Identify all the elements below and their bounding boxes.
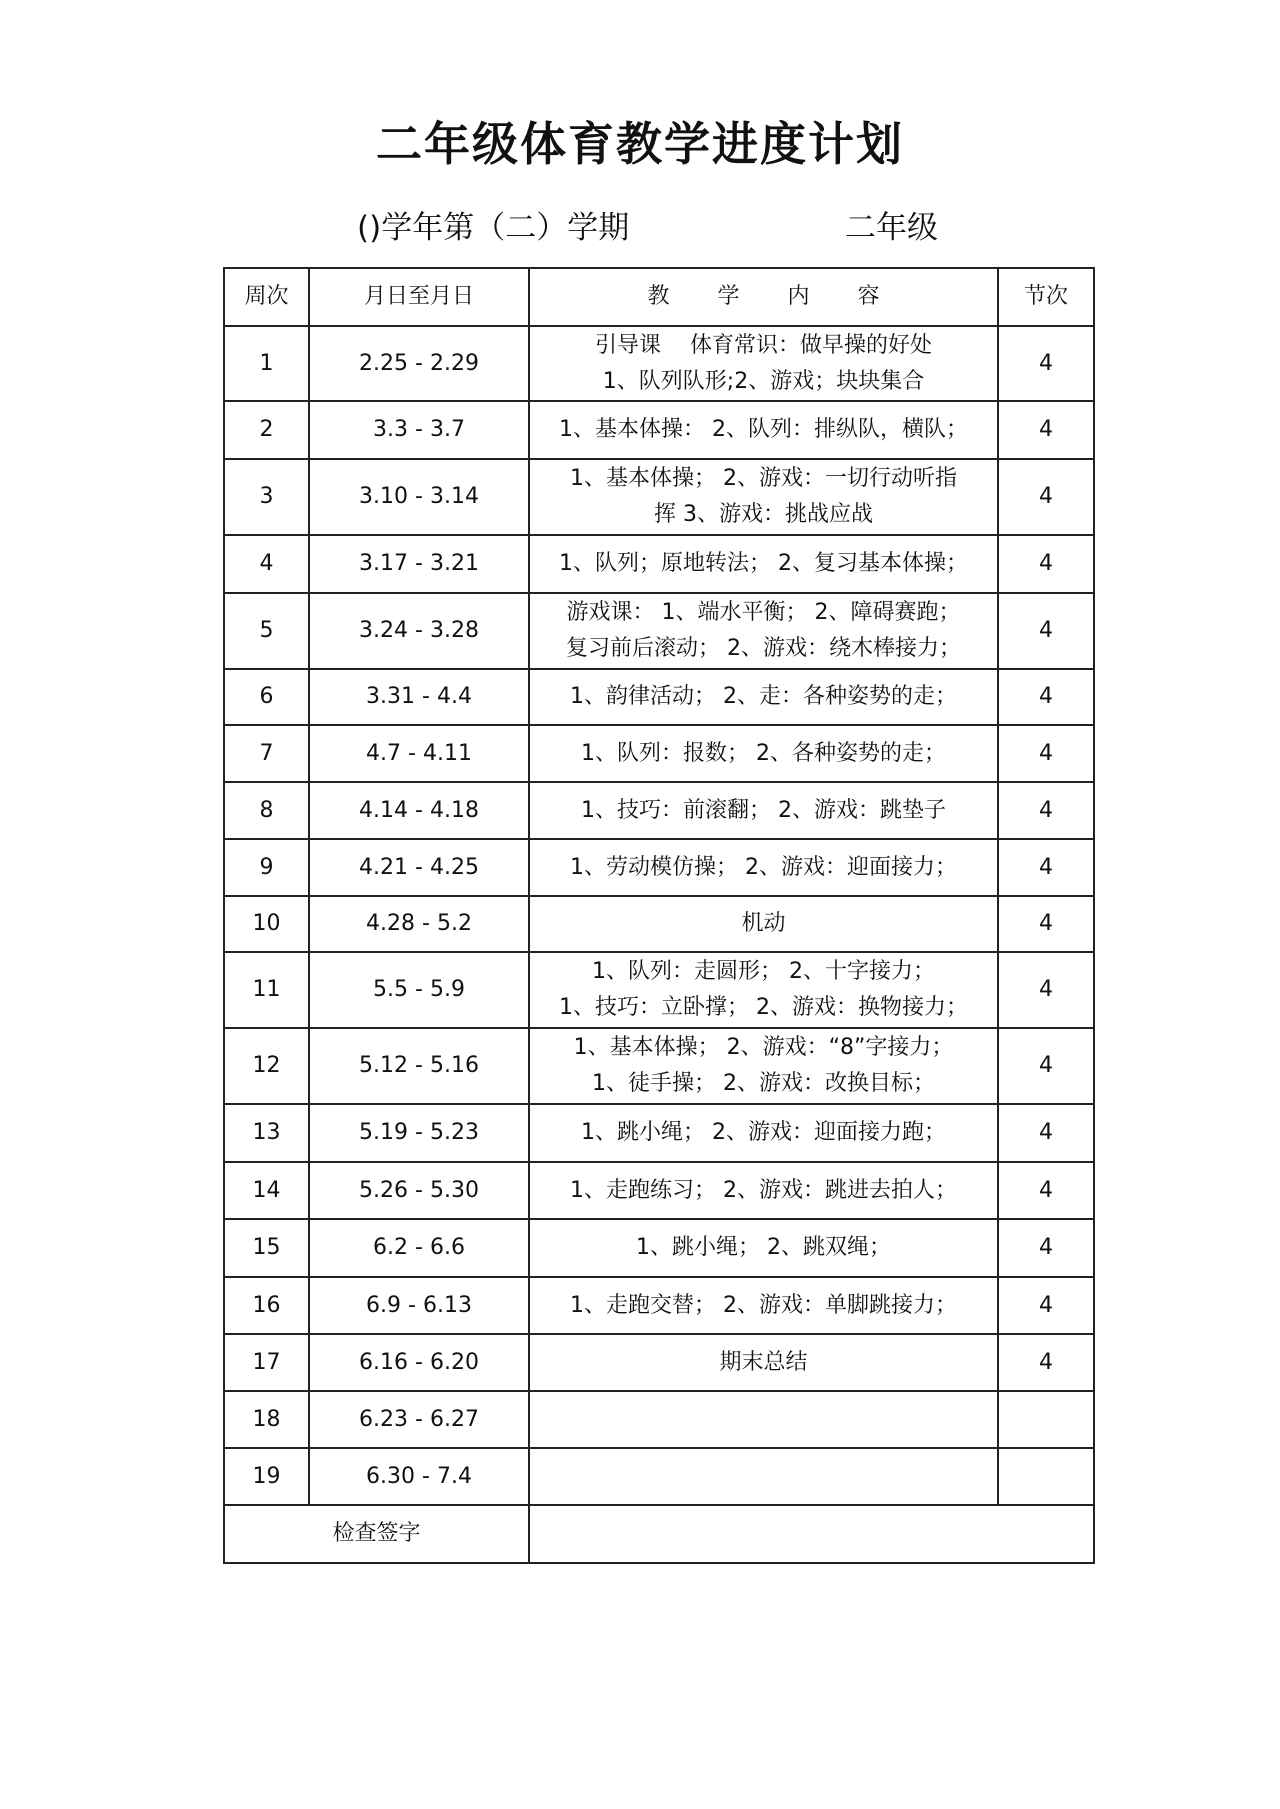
table-row (224, 1028, 1094, 1104)
periods-cell: 4 (998, 459, 1094, 535)
content-cell (529, 593, 998, 669)
periods-cell: 4 (998, 896, 1094, 952)
table-row (224, 1391, 1094, 1448)
content-cell (529, 1391, 998, 1448)
periods-cell: 4 (998, 326, 1094, 401)
dates-cell: 3.24 - 3.28 (309, 593, 529, 669)
content-line: 1、队列；原地转法； 2、复习基本体操； (559, 551, 968, 576)
table-row (224, 326, 1094, 401)
table-row (224, 725, 1094, 782)
header-content-char: 学 (717, 284, 740, 309)
content-cell (529, 1448, 998, 1505)
table-row (224, 669, 1094, 725)
dates-cell: 2.25 - 2.29 (309, 326, 529, 401)
content-cell (529, 896, 998, 952)
dates-cell: 6.23 - 6.27 (309, 1391, 529, 1448)
content-cell (529, 1277, 998, 1334)
dates-cell: 6.2 - 6.6 (309, 1219, 529, 1277)
content-cell (529, 839, 998, 896)
week-cell: 2 (224, 401, 309, 459)
content-line: 1、劳动模仿操； 2、游戏：迎面接力； (570, 854, 957, 880)
week-cell: 18 (224, 1391, 309, 1448)
dates-cell: 5.19 - 5.23 (309, 1104, 529, 1162)
table-row (224, 459, 1094, 535)
page-title: 二年级体育教学进度计划 (376, 117, 904, 171)
header-week: 周次 (224, 268, 309, 326)
content-cell (529, 1334, 998, 1391)
content-line: 1、队列队形;2、游戏；块块集合 (602, 368, 925, 394)
dates-cell: 4.28 - 5.2 (309, 896, 529, 952)
week-cell: 9 (224, 839, 309, 896)
periods-cell (998, 1391, 1094, 1448)
periods-cell: 4 (998, 535, 1094, 593)
dates-cell: 3.3 - 3.7 (309, 401, 529, 459)
content-line: 1、走跑交替； 2、游戏：单脚跳接力； (570, 1292, 957, 1318)
week-cell: 5 (224, 593, 309, 669)
table-row (224, 401, 1094, 459)
content-cell (529, 326, 998, 401)
content-cell (529, 725, 998, 782)
content-cell (529, 1028, 998, 1104)
content-line: 游戏课： 1、端水平衡； 2、障碍赛跑； (566, 600, 961, 625)
table-row (224, 593, 1094, 669)
periods-cell: 4 (998, 593, 1094, 669)
week-cell: 7 (224, 725, 309, 782)
header-dates: 月日至月日 (309, 268, 529, 326)
signature-row (224, 1505, 1094, 1563)
periods-cell: 4 (998, 725, 1094, 782)
periods-cell: 4 (998, 1277, 1094, 1334)
week-cell: 10 (224, 896, 309, 952)
periods-cell: 4 (998, 952, 1094, 1028)
periods-cell: 4 (998, 1028, 1094, 1104)
signature-field[interactable] (529, 1505, 1094, 1563)
dates-cell: 5.26 - 5.30 (309, 1162, 529, 1219)
dates-cell: 5.5 - 5.9 (309, 952, 529, 1028)
content-line: 1、队列：走圆形； 2、十字接力； (592, 959, 935, 984)
periods-cell: 4 (998, 669, 1094, 725)
week-cell: 14 (224, 1162, 309, 1219)
periods-cell: 4 (998, 839, 1094, 896)
content-cell (529, 1219, 998, 1277)
schedule-table (223, 267, 1095, 1564)
content-cell (529, 459, 998, 535)
dates-cell: 5.12 - 5.16 (309, 1028, 529, 1104)
content-line: 1、基本体操； 2、游戏：“8”字接力； (573, 1035, 954, 1060)
periods-cell: 4 (998, 1219, 1094, 1277)
dates-cell: 3.17 - 3.21 (309, 535, 529, 593)
periods-cell: 4 (998, 401, 1094, 459)
header-content-char: 内 (787, 284, 810, 309)
periods-cell: 4 (998, 1104, 1094, 1162)
table-row (224, 1104, 1094, 1162)
week-cell: 19 (224, 1448, 309, 1505)
content-line: 机动 (741, 911, 786, 936)
content-line: 挥 3、游戏：挑战应战 (654, 502, 873, 527)
dates-cell: 3.31 - 4.4 (309, 669, 529, 725)
dates-cell: 4.7 - 4.11 (309, 725, 529, 782)
periods-cell: 4 (998, 782, 1094, 839)
content-line: 1、技巧：立卧撑； 2、游戏：换物接力； (559, 995, 968, 1020)
week-cell: 6 (224, 669, 309, 725)
week-cell: 15 (224, 1219, 309, 1277)
header-periods: 节次 (998, 268, 1094, 326)
table-row (224, 1219, 1094, 1277)
periods-cell: 4 (998, 1162, 1094, 1219)
table-row (224, 896, 1094, 952)
content-cell (529, 1162, 998, 1219)
content-line: 1、走跑练习； 2、游戏：跳进去拍人； (570, 1177, 957, 1203)
periods-cell (998, 1448, 1094, 1505)
dates-cell: 3.10 - 3.14 (309, 459, 529, 535)
content-line: 引导课 体育常识：做早操的好处 (595, 332, 932, 358)
header-content-char: 容 (857, 284, 880, 309)
content-line: 1、技巧：前滚翻； 2、游戏：跳垫子 (581, 797, 946, 823)
table-row (224, 782, 1094, 839)
content-line: 1、基本体操： 2、队列：排纵队，横队； (559, 417, 968, 442)
grade-label: 二年级 (845, 210, 938, 246)
table-row (224, 952, 1094, 1028)
table-row (224, 839, 1094, 896)
table-row (224, 1277, 1094, 1334)
week-cell: 12 (224, 1028, 309, 1104)
periods-cell: 4 (998, 1334, 1094, 1391)
week-cell: 4 (224, 535, 309, 593)
table-row (224, 1448, 1094, 1505)
content-line: 期末总结 (719, 1349, 808, 1375)
table-row (224, 1162, 1094, 1219)
content-cell (529, 535, 998, 593)
week-cell: 8 (224, 782, 309, 839)
content-cell (529, 401, 998, 459)
content-line: 1、跳小绳； 2、游戏：迎面接力跑； (581, 1120, 946, 1145)
table-header-row (224, 268, 1094, 326)
header-content-char: 教 (647, 284, 670, 309)
week-cell: 16 (224, 1277, 309, 1334)
content-cell (529, 782, 998, 839)
semester-label: ()学年第（二）学期 (357, 210, 630, 246)
dates-cell: 6.9 - 6.13 (309, 1277, 529, 1334)
content-line: 1、徒手操； 2、游戏：改换目标； (592, 1071, 935, 1096)
table-row (224, 1334, 1094, 1391)
header-content (529, 268, 998, 326)
dates-cell: 4.14 - 4.18 (309, 782, 529, 839)
week-cell: 17 (224, 1334, 309, 1391)
dates-cell: 6.16 - 6.20 (309, 1334, 529, 1391)
content-cell (529, 1104, 998, 1162)
dates-cell: 6.30 - 7.4 (309, 1448, 529, 1505)
week-cell: 13 (224, 1104, 309, 1162)
content-line: 1、跳小绳； 2、跳双绳； (636, 1235, 891, 1260)
content-line: 复习前后滚动； 2、游戏：绕木棒接力； (566, 636, 961, 661)
table-row (224, 535, 1094, 593)
signature-label: 检查签字 (224, 1505, 529, 1563)
content-line: 1、基本体操； 2、游戏：一切行动听指 (570, 466, 957, 491)
content-cell (529, 669, 998, 725)
content-line: 1、韵律活动； 2、走：各种姿势的走； (570, 684, 957, 709)
week-cell: 3 (224, 459, 309, 535)
content-cell (529, 952, 998, 1028)
week-cell: 11 (224, 952, 309, 1028)
content-line: 1、队列：报数； 2、各种姿势的走； (581, 740, 946, 766)
week-cell: 1 (224, 326, 309, 401)
dates-cell: 4.21 - 4.25 (309, 839, 529, 896)
